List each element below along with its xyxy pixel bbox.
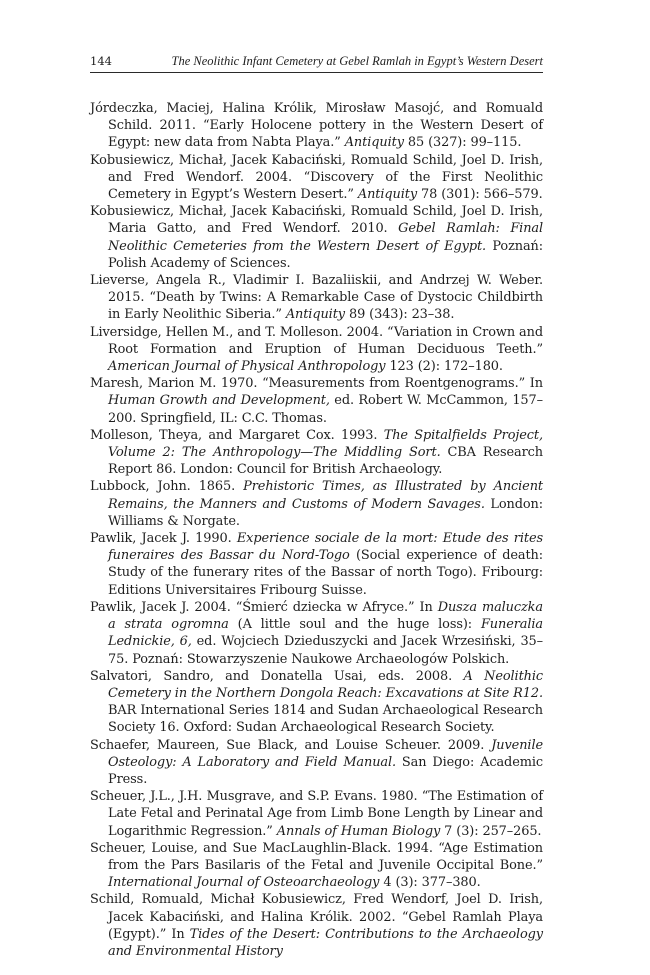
reference-italic-title: A Neolithic Cemetery in the Northern Dongola Reach: Excavations at Site R12. xyxy=(108,668,544,701)
running-head xyxy=(90,52,543,70)
reference-italic-title: Dusza maluczka a strata ogromna xyxy=(108,599,543,633)
reference-text: CBA Research Report 86. London: Council for British Archaeology. xyxy=(108,445,543,478)
reference-italic-title: International Journal of Osteoarchaeology xyxy=(108,875,380,891)
reference-italic-title: American Journal of Physical Anthropology xyxy=(108,359,386,375)
reference-text: (A little soul and the huge loss): xyxy=(228,617,481,633)
reference-text: Poznań: Polish Academy of Sciences. xyxy=(108,238,543,271)
reference-text: ed. Robert W. McCammon, 157–200. Springfield, IL: C.C. Thomas. xyxy=(108,393,543,426)
reference-text: Schaefer, Maureen, Sue Black, and Louise Scheuer. 2009. xyxy=(90,737,492,753)
reference-text: 123 (2): 172–180. xyxy=(385,359,503,375)
reference-text: 89 (343): 23–38. xyxy=(344,307,455,323)
reference-italic-title: Prehistoric Times, as Illustrated by Ancient Remains, the Manners and Customs of Modern Savages. xyxy=(108,479,543,512)
reference-text: Kobusiewicz, Michał, Jacek Kabaciński, Romuald Schild, Joel D. Irish, and Fred Wendorf. 2004. “Discovery of the First Neolithic Cemetery in Egypt’s Western Desert.” xyxy=(90,152,543,203)
reference-text: Schild, Romuald, Michał Kobusiewicz, Fred Wendorf, Joel D. Irish, Jacek Kabaciński, and Halina Królik. 2002. “Gebel Ramlah Playa (Egypt).” In xyxy=(90,892,543,942)
reference-italic-title: Gebel Ramlah: Final Neolithic Cemeteries from the Western Desert of Egypt. xyxy=(108,221,543,254)
page-number: 144 xyxy=(90,54,112,68)
book-page xyxy=(90,0,543,975)
reference-text: Lubbock, John. 1865. xyxy=(90,479,244,495)
reference-entry xyxy=(90,375,543,427)
reference-text: Pawlik, Jacek J. 1990. xyxy=(90,531,237,547)
reference-text: San Diego: Academic Press. xyxy=(108,754,543,787)
reference-italic-title: Annals of Human Biology xyxy=(276,823,441,839)
reference-entry xyxy=(90,152,543,204)
reference-entry xyxy=(90,840,543,892)
reference-text: 85 (327): 99–115. xyxy=(403,135,522,151)
reference-text: 78 (301): 566–579. xyxy=(417,187,543,203)
reference-entry xyxy=(90,100,543,152)
reference-text: Scheuer, J.L., J.H. Musgrave, and S.P. Evans. 1980. “The Estimation of Late Fetal and Perinatal Age from Limb Bone Length by Linear and Logarithmic Regression.” xyxy=(90,789,543,839)
reference-italic-title: Juvenile Osteology: A Laboratory and Field Manual. xyxy=(108,737,543,770)
reference-text: Kobusiewicz, Michał, Jacek Kabaciński, Romuald Schild, Joel D. Irish, Maria Gatto, and Fred Wendorf. 2010. xyxy=(90,204,543,237)
reference-text: Scheuer, Louise, and Sue MacLaughlin-Black. 1994. “Age Estimation from the Pars Basilaris of the Fetal and Juvenile Occipital Bone.” xyxy=(90,840,543,873)
reference-entry xyxy=(90,427,543,479)
reference-text: ed. Wojciech Dzieduszycki and Jacek Wrzesiński, 35–75. Poznań: Stowarzyszenie Naukowe Archaeologów Polskich. xyxy=(108,634,543,667)
reference-text: Salvatori, Sandro, and Donatella Usai, eds. 2008. xyxy=(90,668,464,684)
reference-entry xyxy=(90,530,543,599)
reference-text: Jórdeczka, Maciej, Halina Królik, Mirosław Masojć, and Romuald Schild. 2011. “Early Holocene pottery in the Western Desert of Egypt: new data from Nabta Playa.” xyxy=(90,101,543,151)
reference-entry xyxy=(90,272,543,324)
reference-text: Pawlik, Jacek J. 2004. “Śmierć dziecka w Afryce.” In xyxy=(90,599,438,615)
reference-text: Molleson, Theya, and Margaret Cox. 1993. xyxy=(90,427,384,443)
reference-text: 7 (3): 257–265. xyxy=(440,823,542,839)
reference-entry xyxy=(90,324,543,376)
reference-text: (Social experience of death: Study of the funerary rites of the Bassar of north Togo). Fribourg: Editions Universitaires Fribourg Suisse. xyxy=(108,548,543,598)
reference-text: Maresh, Marion M. 1970. “Measurements from Roentgenograms.” In xyxy=(90,376,543,392)
running-title: The Neolithic Infant Cemetery at Gebel Ramlah in Egypt’s Western Desert xyxy=(171,54,543,68)
reference-italic-title: Tides of the Desert: Contributions to the Archaeology and Environmental History xyxy=(108,926,543,959)
reference-entry xyxy=(90,668,543,737)
reference-entry xyxy=(90,478,543,530)
reference-italic-title: Funeralia Lednickie, 6, xyxy=(108,617,544,650)
reference-italic-title: Antiquity xyxy=(344,135,404,151)
reference-entry xyxy=(90,788,543,840)
reference-text: BAR International Series 1814 and Sudan Archaeological Research Society 16. Oxford: Sudan Archaeological Research Society. xyxy=(108,703,543,736)
reference-italic-title: Experience sociale de la mort: Etude des rites funeraires des Bassar du Nord-Togo xyxy=(108,531,543,564)
reference-italic-title: Human Growth and Development, xyxy=(108,393,330,409)
reference-italic-title: Antiquity xyxy=(357,187,418,203)
reference-entry xyxy=(90,599,543,668)
header-rule xyxy=(90,72,543,73)
reference-entry xyxy=(90,737,543,789)
reference-italic-title: Antiquity xyxy=(285,307,345,323)
reference-text: Liversidge, Hellen M., and T. Molleson. 2004. “Variation in Crown and Root Formation and Eruption of Human Deciduous Teeth.” xyxy=(90,324,543,357)
reference-list xyxy=(90,100,543,960)
reference-text: London: Williams & Norgate. xyxy=(108,496,543,529)
reference-entry xyxy=(90,203,543,272)
reference-text: Lieverse, Angela R., Vladimir I. Bazaliiskii, and Andrzej W. Weber. 2015. “Death by Twins: A Remarkable Case of Dystocic Childbirth in Early Neolithic Siberia.” xyxy=(90,273,543,323)
reference-text: 4 (3): 377–380. xyxy=(379,875,481,891)
reference-entry xyxy=(90,891,543,960)
reference-italic-title: The Spitalfields Project, Volume 2: The Anthropology—The Middling Sort. xyxy=(108,427,543,461)
